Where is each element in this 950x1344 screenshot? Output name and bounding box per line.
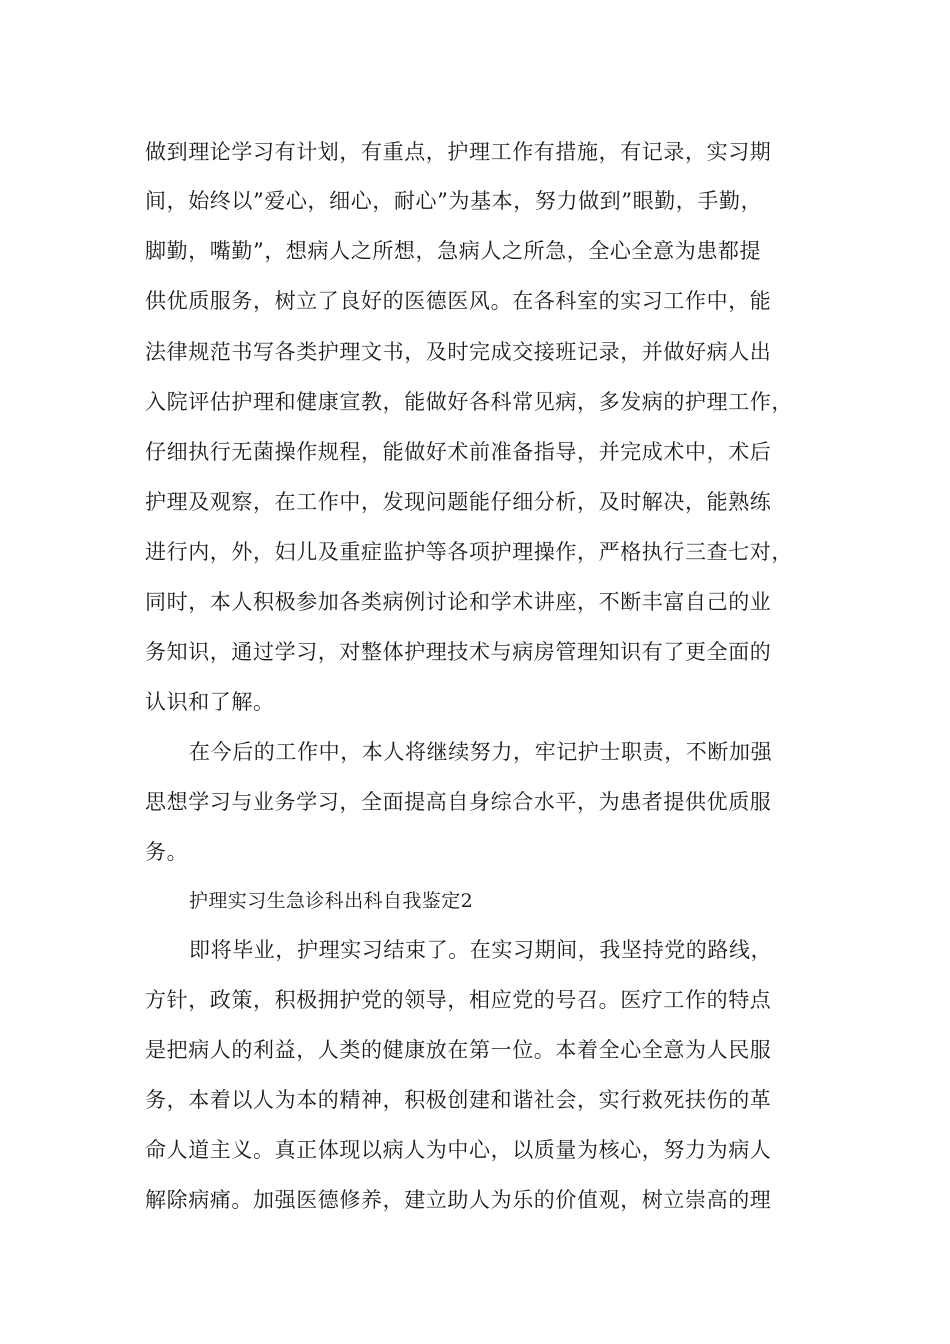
paragraph-1-line-10: 同时，本人积极参加各类病例讨论和学术讲座，不断丰富自己的业	[145, 590, 772, 614]
section-heading: 护理实习生急诊科出科自我鉴定2	[189, 890, 474, 912]
paragraph-3-line-2: 方针，政策，积极拥护党的领导，相应党的号召。医疗工作的特点	[145, 988, 772, 1012]
paragraph-2-line-3: 务。	[145, 840, 189, 864]
paragraph-3-line-4: 务，本着以人为本的精神，积极创建和谐社会，实行救死扶伤的革	[145, 1088, 772, 1112]
paragraph-3-line-6: 解除病痛。加强医德修养，建立助人为乐的价值观，树立崇高的理	[145, 1188, 772, 1212]
paragraph-1-line-11: 务知识，通过学习，对整体护理技术与病房管理知识有了更全面的	[145, 640, 772, 664]
paragraph-1-line-7: 仔细执行无菌操作规程，能做好术前准备指导，并完成术中，术后	[145, 440, 772, 464]
paragraph-1-line-2: 间，始终以”爱心，细心，耐心”为基本，努力做到”眼勤，手勤，	[145, 189, 763, 213]
paragraph-1-line-9: 进行内，外，妇儿及重症监护等各项护理操作，严格执行三查七对，	[145, 540, 793, 564]
paragraph-2-line-2: 思想学习与业务学习，全面提高自身综合水平，为患者提供优质服	[145, 790, 772, 814]
paragraph-3-line-5: 命人道主义。真正体现以病人为中心，以质量为核心，努力为病人	[145, 1138, 772, 1162]
paragraph-1-line-8: 护理及观察，在工作中，发现问题能仔细分析，及时解决，能熟练	[145, 490, 772, 514]
paragraph-1-line-5: 法律规范书写各类护理文书，及时完成交接班记录，并做好病人出	[145, 340, 772, 364]
paragraph-3-line-1: 即将毕业，护理实习结束了。在实习期间，我坚持党的路线，	[189, 938, 773, 962]
paragraph-1-line-6: 入院评估护理和健康宣教，能做好各科常见病，多发病的护理工作，	[145, 390, 793, 414]
paragraph-1-line-4: 供优质服务，树立了良好的医德医风。在各科室的实习工作中，能	[145, 289, 772, 313]
paragraph-2-line-1: 在今后的工作中，本人将继续努力，牢记护士职责，不断加强	[189, 740, 773, 764]
paragraph-1-line-3: 脚勤，嘴勤”，想病人之所想，急病人之所急，全心全意为患都提	[145, 239, 762, 263]
paragraph-3-line-3: 是把病人的利益，人类的健康放在第一位。本着全心全意为人民服	[145, 1038, 772, 1062]
paragraph-1-line-12: 认识和了解。	[145, 690, 275, 714]
paragraph-1-line-1: 做到理论学习有计划，有重点，护理工作有措施，有记录，实习期	[145, 140, 772, 164]
